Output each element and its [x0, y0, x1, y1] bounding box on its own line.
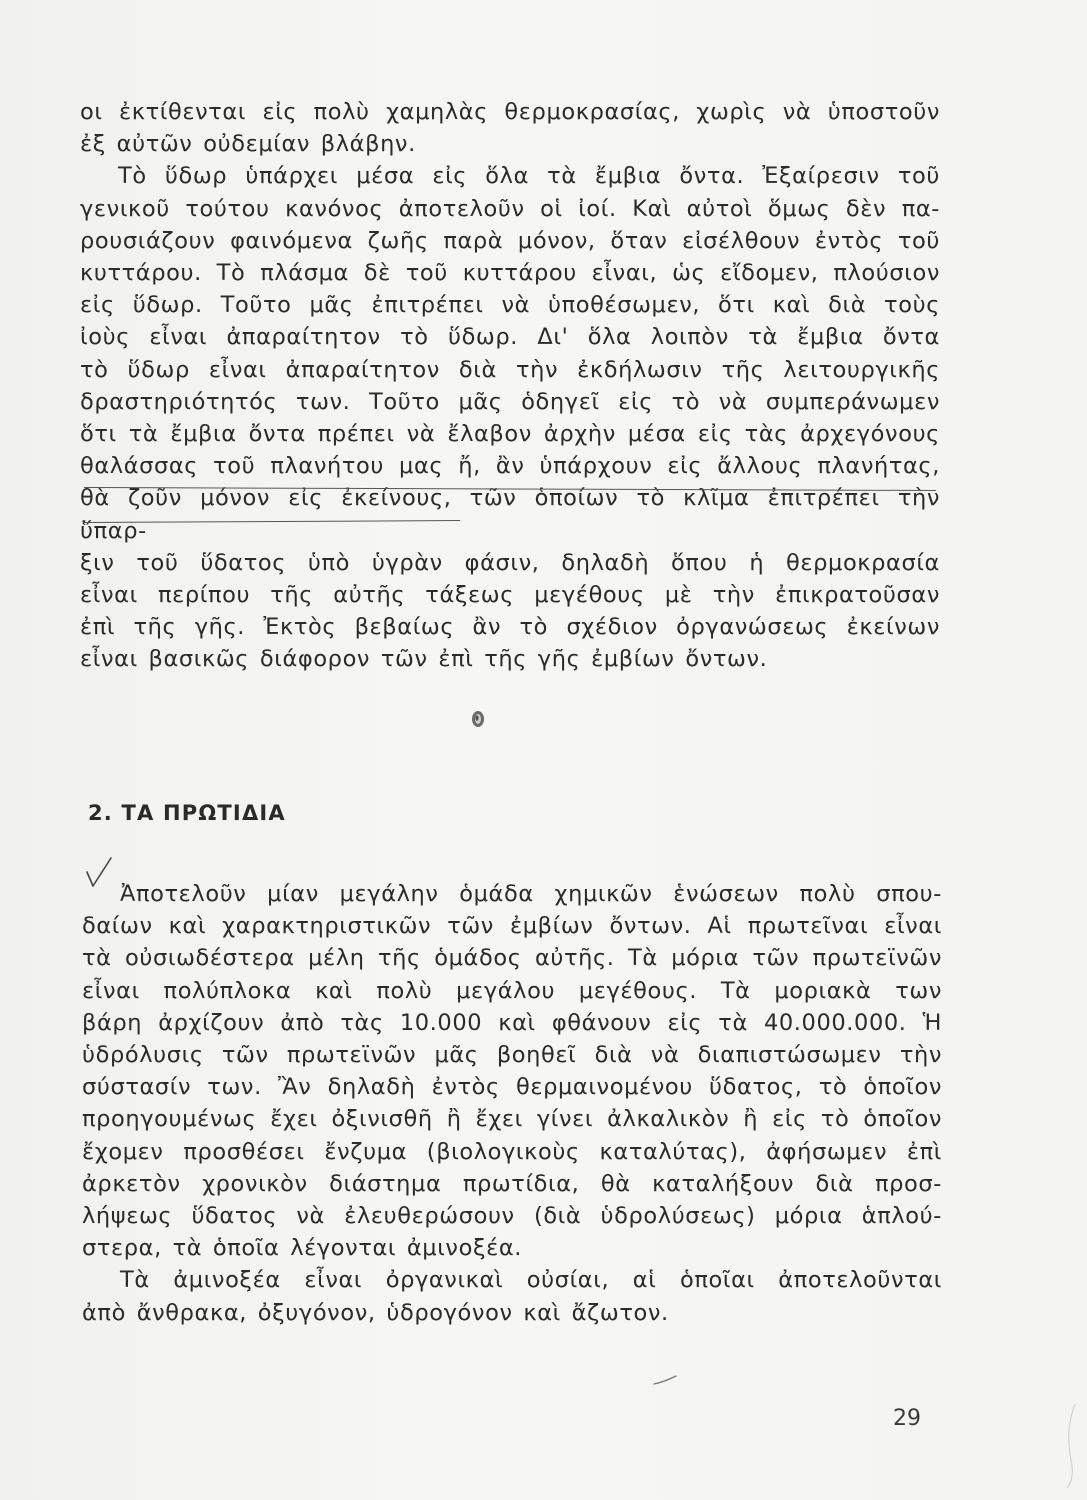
text-line: ἔχομεν προσθέσει ἔνζυμα (βιολογικοὺς καταλύτας), ἀφήσωμεν ἐπὶ [82, 1138, 942, 1165]
text-section-2 [82, 878, 942, 1329]
text-line: ἐξ αὐτῶν οὐδεμίαν βλάβην. [80, 131, 416, 158]
text-line: δραστηριότητός των. Τοῦτο μᾶς ὁδηγεῖ εἰς τὸ νὰ συμπεράνωμεν [80, 388, 940, 415]
text-line: Τὰ ἀμινοξέα εἶναι ὀργανικαὶ οὐσίαι, αἱ ὁποῖαι ἀποτελοῦνται [120, 1267, 942, 1294]
text-line: εἰς ὕδωρ. Τοῦτο μᾶς ἐπιτρέπει νὰ ὑποθέσωμεν, ὅτι καὶ διὰ τοὺς [80, 292, 940, 319]
text-line: δαίων καὶ χαρακτηριστικῶν τῶν ἐμβίων ὄντων. Αἱ πρωτεῖναι εἶναι [82, 913, 942, 940]
text-line: προηγουμένως ἔχει ὀξινισθῆ ἢ ἔχει γίνει ἀλκαλικὸν ἢ εἰς τὸ ὁποῖον [82, 1106, 942, 1133]
text-line: ξιν τοῦ ὕδατος ὑπὸ ὑγρὰν φάσιν, δηλαδὴ ὅπου ἡ θερμοκρασία [80, 549, 940, 576]
text-line: Τὸ ὕδωρ ὑπάρχει μέσα εἰς ὅλα τὰ ἔμβια ὄντα. Ἐξαίρεσιν τοῦ [118, 163, 940, 190]
text-line: τὸ ὕδωρ εἶναι ἀπαραίτητον διὰ τὴν ἐκδήλωσιν τῆς λειτουργικῆς [80, 356, 940, 383]
text-section-1 [80, 96, 940, 676]
text-line: εἶναι περίπου τῆς αὐτῆς τάξεως μεγέθους μὲ τὴν ἐπικρατοῦσαν [80, 582, 940, 609]
text-line: εἶναι βασικῶς διάφορον τῶν ἐπὶ τῆς γῆς ἐμβίων ὄντων. [80, 646, 768, 673]
page-edge-icon [1061, 1400, 1079, 1490]
text-line: ὑδρόλυσις τῶν πρωτεϊνῶν μᾶς βοηθεῖ διὰ νὰ διαπιστώσωμεν τὴν [82, 1042, 942, 1069]
text-line: γενικοῦ τούτου κανόνος ἀποτελοῦν οἱ ἰοί. Καὶ αὐτοὶ ὅμως δὲν πα- [80, 195, 940, 222]
text-line: θαλάσσας τοῦ πλανήτου μας ἤ, ἂν ὑπάρχουν εἰς ἄλλους πλανήτας, [80, 453, 940, 480]
text-line: σύστασίν των. Ἂν δηλαδὴ ἐντὸς θερμαινομένου ὕδατος, τὸ ὁποῖον [82, 1074, 942, 1101]
ornament-icon [470, 709, 486, 729]
text-line: κυττάρου. Τὸ πλάσμα δὲ τοῦ κυττάρου εἶναι, ὡς εἴδομεν, πλούσιον [80, 260, 940, 287]
text-line: οι ἐκτίθενται εἰς πολὺ χαμηλὰς θερμοκρασίας, χωρὶς νὰ ὑποστοῦν [80, 99, 940, 125]
text-line: ἐπὶ τῆς γῆς. Ἐκτὸς βεβαίως ἂν τὸ σχέδιον ὀργανώσεως ἐκείνων [80, 614, 940, 641]
text-line: θὰ ζοῦν μόνον εἰς ἐκείνους, τῶν ὁποίων τὸ κλῖμα ἐπιτρέπει τὴν ὕπαρ- [80, 485, 940, 544]
text-line: εἶναι πολύπλοκα καὶ πολὺ μεγάλου μεγέθους. Τὰ μοριακὰ των [82, 977, 942, 1004]
text-line: βάρη ἀρχίζουν ἀπὸ τὰς 10.000 καὶ φθάνουν εἰς τὰ 40.000.000. Ἡ [82, 1009, 942, 1036]
section-heading: 2. ΤΑ ΠΡΩΤΙΔΙΑ [88, 801, 286, 825]
text-line: Ἀποτελοῦν μίαν μεγάλην ὁμάδα χημικῶν ἑνώσεων πολὺ σπου- [120, 881, 942, 907]
text-line: τὰ οὐσιωδέστερα μέλη τῆς ὁμάδος αὐτῆς. Τὰ μόρια τῶν πρωτεϊνῶν [82, 945, 942, 972]
text-line: στερα, τὰ ὁποῖα λέγονται ἀμινοξέα. [82, 1235, 523, 1262]
text-line: ρουσιάζουν φαινόμενα ζωῆς παρὰ μόνον, ὅταν εἰσέλθουν ἐντὸς τοῦ [80, 227, 940, 254]
text-line: ἰοὺς εἶναι ἀπαραίτητον τὸ ὕδωρ. Δι' ὅλα λοιπὸν τὰ ἔμβια ὄντα [80, 324, 940, 351]
text-line: λήψεως ὕδατος νὰ ἐλευθερώσουν (διὰ ὑδρολύσεως) μόρια ἁπλού- [82, 1203, 942, 1230]
text-line: ἀπὸ ἄνθρακα, ὀξυγόνον, ὑδρογόνον καὶ ἄζωτον. [82, 1299, 669, 1326]
pen-mark-icon [652, 1372, 680, 1388]
page-number: 29 [893, 1406, 921, 1431]
text-line: ὅτι τὰ ἔμβια ὄντα πρέπει νὰ ἔλαβον ἀρχὴν μέσα εἰς τὰς ἀρχεγόνους [80, 421, 940, 448]
text-line: ἀρκετὸν χρονικὸν διάστημα πρωτίδια, θὰ καταλήξουν διὰ προσ- [82, 1170, 942, 1197]
